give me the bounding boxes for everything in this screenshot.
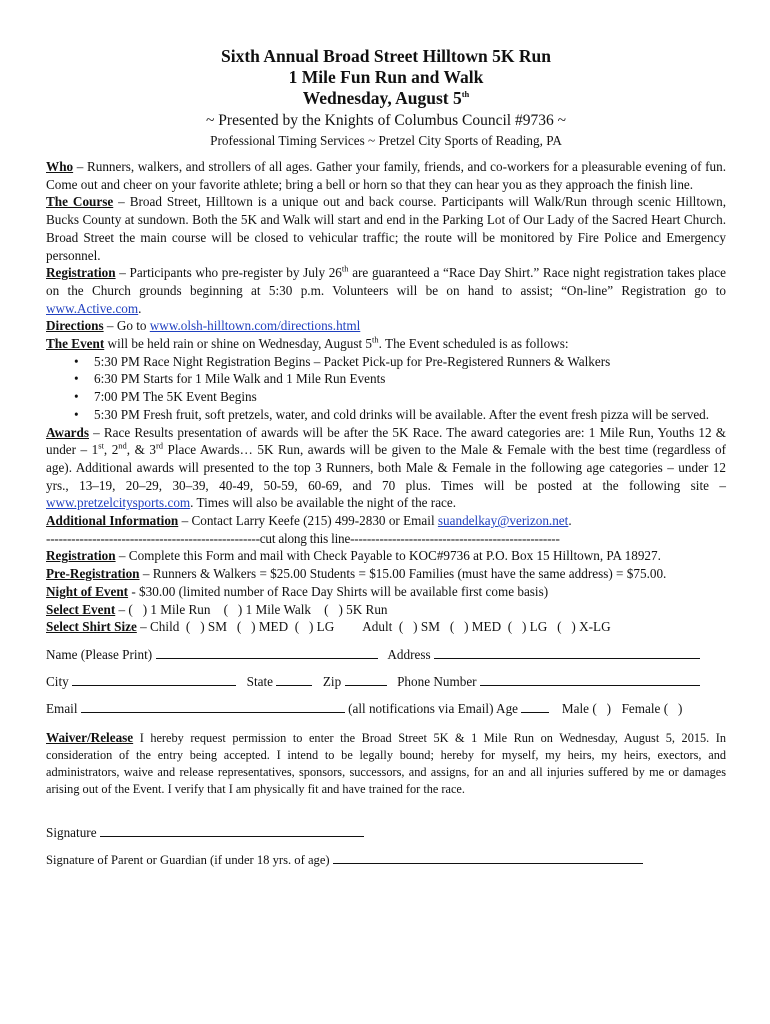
age-field[interactable] <box>521 700 549 713</box>
zip-label: Zip <box>322 673 342 689</box>
name-field[interactable] <box>156 646 378 659</box>
schedule-item: • 5:30 PM Fresh fruit, soft pretzels, water, and cold drinks will be available. After the event fresh pizza will be served. <box>94 406 726 424</box>
address-label: Address <box>387 646 431 662</box>
schedule-item: • 5:30 PM Race Night Registration Begins – Packet Pick-up for Pre-Registered Runners & Walkers <box>94 353 726 371</box>
presented-by: ~ Presented by the Knights of Columbus Council #9736 ~ <box>206 112 566 129</box>
name-label: Name (Please Print) <box>46 646 153 662</box>
pre-registration-fees: Pre-Registration – Runners & Walkers = $25.00 Students = $15.00 Families (must have the same address) = $75.00. <box>46 566 667 582</box>
signature-field[interactable] <box>100 824 364 837</box>
flyer-page <box>46 46 726 868</box>
guardian-signature-field[interactable] <box>333 851 643 864</box>
city-field[interactable] <box>72 673 236 686</box>
shirt-size-row[interactable]: Select Shirt Size – Child ( ) SM ( ) MED ( ) LG Adult ( ) SM ( ) MED ( ) LG ( ) X-LG <box>46 619 611 635</box>
signature-row <box>46 824 726 841</box>
active-link[interactable]: www.Active.com <box>46 300 139 316</box>
phone-field[interactable] <box>480 673 700 686</box>
timing-services: Professional Timing Services ~ Pretzel City Sports of Reading, PA <box>210 133 562 148</box>
city-state-row <box>46 673 726 690</box>
registration-paragraph: Registration – Participants who pre-register by July 26th are guaranteed a “Race Day Shirt.” Race night registration takes place on the Church grounds beginning at 5:30 p.m. Volunteers will be on hand to assist; “On-line” Registration go to www.Active.com. <box>46 263 726 316</box>
female-checkbox[interactable]: Female ( ) <box>621 700 683 716</box>
address-field[interactable] <box>434 646 700 659</box>
schedule-item: • 7:00 PM The 5K Event Begins <box>94 388 726 406</box>
guardian-signature-row <box>46 851 726 868</box>
directions-paragraph: Directions – Go to www.olsh-hilltown.com/directions.html <box>46 318 361 334</box>
guardian-signature-label: Signature of Parent or Guardian (if under 18 yrs. of age) <box>46 852 330 867</box>
state-field[interactable] <box>276 673 312 686</box>
event-schedule <box>46 353 726 424</box>
name-address-row <box>46 646 726 663</box>
form-registration: Registration – Complete this Form and mail with Check Payable to KOC#9736 at P.O. Box 15 Hilltown, PA 18927. <box>46 548 661 564</box>
phone-label: Phone Number <box>397 673 477 689</box>
zip-field[interactable] <box>345 673 387 686</box>
title-line-1: Sixth Annual Broad Street Hilltown 5K Run <box>221 46 551 66</box>
page-title <box>46 46 726 109</box>
email-field[interactable] <box>81 700 345 713</box>
info-section <box>46 158 726 636</box>
title-line-3: Wednesday, August 5th <box>302 88 470 108</box>
male-checkbox[interactable]: Male ( ) <box>561 700 611 716</box>
schedule-item: • 6:30 PM Starts for 1 Mile Walk and 1 Mile Run Events <box>94 370 726 388</box>
directions-link[interactable]: www.olsh-hilltown.com/directions.html <box>149 318 361 334</box>
title-line-2: 1 Mile Fun Run and Walk <box>288 67 484 87</box>
select-event-row[interactable]: Select Event – ( ) 1 Mile Run ( ) 1 Mile Walk ( ) 5K Run <box>46 601 388 617</box>
notifications-label: (all notifications via Email) Age <box>348 700 519 716</box>
night-of-event-fee: Night of Event - $30.00 (limited number of Race Day Shirts will be available first come basis) <box>46 583 549 599</box>
signature-label: Signature <box>46 824 97 840</box>
additional-info-paragraph: Additional Information – Contact Larry Keefe (215) 499-2830 or Email suandelkay@verizon.net. <box>46 513 572 529</box>
waiver-paragraph: Waiver/Release I hereby request permission to enter the Broad Street 5K & 1 Mile Run on Wednesday, August 5, 2015. In consideration of the entry being accepted. I intend to be legally bound; hereby for myself, my heirs, my heirs, exectors, and administrators, waive and release representatives, sponsors, successors, and assigns, for an and all injuries suffered by me or damages arising out of the Event. I verify that I am physically fit and have trained for the race. <box>46 729 726 796</box>
contact-email-link[interactable]: suandelkay@verizon.net <box>437 513 569 529</box>
cut-line: ---------------------------------------------------cut along this line-------------------------------------------------- <box>46 530 560 546</box>
city-label: City <box>46 673 69 689</box>
results-link[interactable]: www.pretzelcitysports.com <box>46 495 191 511</box>
event-paragraph: The Event will be held rain or shine on Wednesday, August 5th. The Event scheduled is as follows: <box>46 334 569 352</box>
state-label: State <box>246 673 273 689</box>
course-paragraph: The Course – Broad Street, Hilltown is a unique out and back course. Participants will Walk/Run through scenic Hilltown, Bucks County at sundown. Both the 5K and Walk will start and end in the Parking Lot of Our Lady of the Sacred Heart Church. Broad Street the main course will be closed to vehicular traffic; the route will be monitored by Fire Police and Emergency personnel. <box>46 194 726 263</box>
email-age-row <box>46 700 726 717</box>
awards-paragraph: Awards – Race Results presentation of awards will be after the 5K Race. The award categories are: 1 Mile Run, Youths 12 & under – 1st, 2nd, & 3rd Place Awards… 5K Run, awards will be given to the Male & Female with the best time (regardless of age). Additional awards will presented to the top 3 Runners, both Male & Female in the following age categories – under 12 yrs., 13–19, 20–29, 30–39, 40-49, 50-59, 60-69, and 70 plus. Times will be posted at the following site – www.pretzelcitysports.com. Times will also be available the night of the race. <box>46 424 726 511</box>
who-paragraph: Who – Runners, walkers, and strollers of all ages. Gather your family, friends, and co-workers for a pleasurable evening of fun. Come out and cheer on your favorite athlete; bring a bell or horn so that they can hear you as they approach the finish line. <box>46 159 726 192</box>
email-label: Email <box>46 700 78 716</box>
